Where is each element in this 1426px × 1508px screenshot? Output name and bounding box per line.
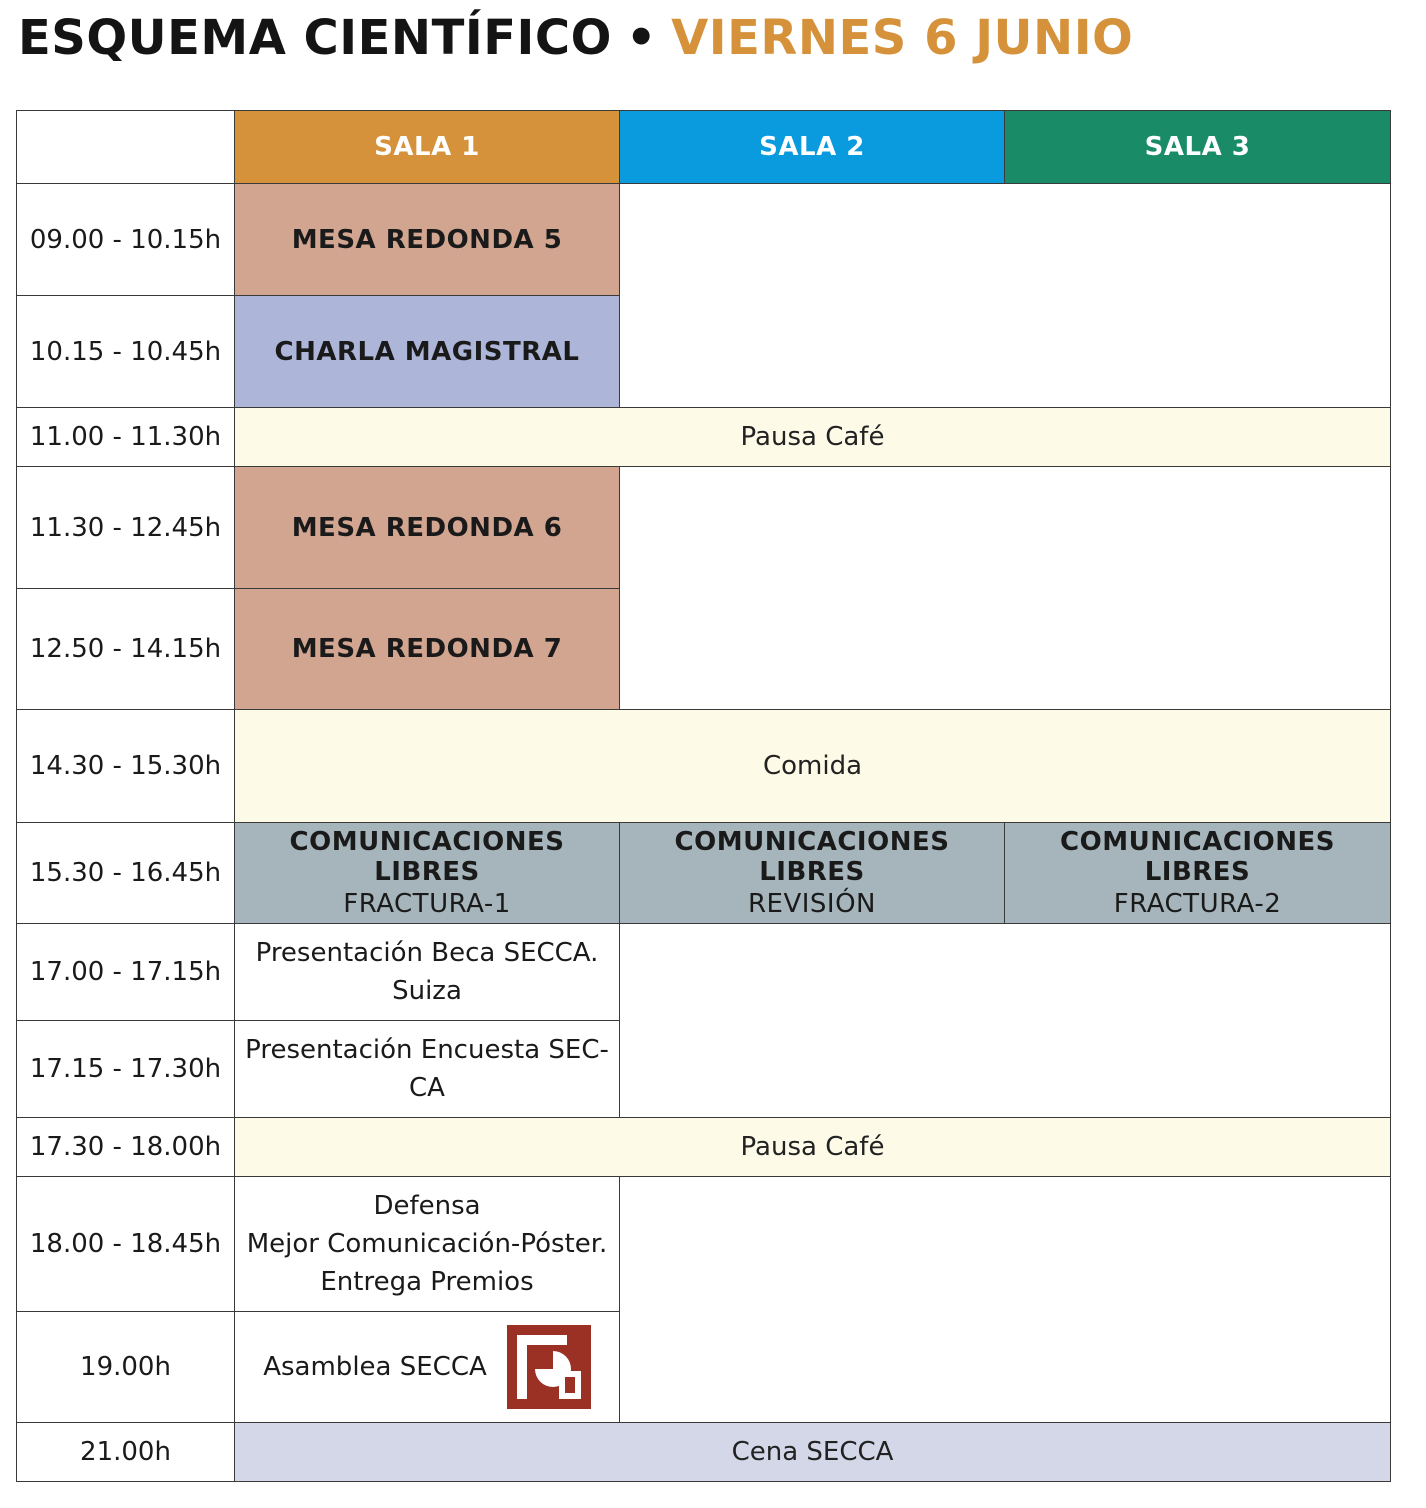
table-row bbox=[17, 1118, 1391, 1177]
page-title bbox=[18, 4, 1133, 72]
event-line: Presentación Encuesta SEC- bbox=[245, 1035, 609, 1065]
event-line: CA bbox=[409, 1073, 445, 1103]
title-main: ESQUEMA CIENTÍFICO bbox=[18, 10, 612, 66]
event-cena-secca: Cena SECCA bbox=[235, 1423, 1391, 1482]
header-sala-1: SALA 1 bbox=[235, 111, 620, 184]
title-day: VIERNES 6 JUNIO bbox=[671, 10, 1134, 66]
time-cell: 11.00 - 11.30h bbox=[17, 408, 235, 467]
event-line: Mejor Comunicación-Póster. bbox=[246, 1229, 608, 1259]
header-row bbox=[17, 111, 1391, 184]
session-subtitle: FRACTURA-1 bbox=[343, 889, 511, 919]
event-comunicaciones-fractura-1 bbox=[235, 823, 620, 924]
event-pausa-cafe-2: Pausa Café bbox=[235, 1118, 1391, 1177]
empty-cell bbox=[620, 467, 1391, 710]
schedule-table bbox=[16, 110, 1391, 1482]
event-line: Entrega Premios bbox=[320, 1267, 534, 1297]
event-asamblea bbox=[235, 1312, 620, 1423]
event-line: Defensa bbox=[373, 1191, 481, 1221]
event-pausa-cafe: Pausa Café bbox=[235, 408, 1391, 467]
header-corner bbox=[17, 111, 235, 184]
table-row bbox=[17, 1177, 1391, 1312]
session-title: COMUNICACIONES LIBRES bbox=[1060, 827, 1335, 887]
event-label: Asamblea SECCA bbox=[263, 1352, 487, 1382]
table-row bbox=[17, 924, 1391, 1021]
asamblea-content bbox=[235, 1325, 619, 1409]
event-comida: Comida bbox=[235, 710, 1391, 823]
header-sala-3: SALA 3 bbox=[1005, 111, 1391, 184]
header-sala-2: SALA 2 bbox=[620, 111, 1005, 184]
time-cell: 17.30 - 18.00h bbox=[17, 1118, 235, 1177]
time-cell: 17.15 - 17.30h bbox=[17, 1021, 235, 1118]
event-presentacion-beca bbox=[235, 924, 620, 1021]
empty-cell bbox=[620, 184, 1391, 408]
table-row bbox=[17, 1423, 1391, 1482]
session-title: COMUNICACIONES LIBRES bbox=[289, 827, 565, 887]
time-cell: 09.00 - 10.15h bbox=[17, 184, 235, 296]
event-mesa-redonda-6: MESA REDONDA 6 bbox=[235, 467, 620, 589]
event-defensa bbox=[235, 1177, 620, 1312]
time-cell: 12.50 - 14.15h bbox=[17, 589, 235, 710]
time-cell: 10.15 - 10.45h bbox=[17, 296, 235, 408]
table-row bbox=[17, 408, 1391, 467]
session-subtitle: FRACTURA-2 bbox=[1113, 889, 1282, 919]
event-comunicaciones-revision bbox=[620, 823, 1005, 924]
time-cell: 15.30 - 16.45h bbox=[17, 823, 235, 924]
table-row bbox=[17, 823, 1391, 924]
session-title: COMUNICACIONES LIBRES bbox=[674, 827, 950, 887]
empty-cell bbox=[620, 924, 1391, 1118]
time-cell: 11.30 - 12.45h bbox=[17, 467, 235, 589]
secca-logo-icon bbox=[507, 1325, 591, 1409]
event-mesa-redonda-7: MESA REDONDA 7 bbox=[235, 589, 620, 710]
table-row bbox=[17, 184, 1391, 296]
event-presentacion-encuesta bbox=[235, 1021, 620, 1118]
title-separator: • bbox=[625, 10, 658, 66]
time-cell: 21.00h bbox=[17, 1423, 235, 1482]
table-row bbox=[17, 710, 1391, 823]
time-cell: 18.00 - 18.45h bbox=[17, 1177, 235, 1312]
event-line: Presentación Beca SECCA. bbox=[255, 938, 599, 968]
table-row bbox=[17, 467, 1391, 589]
event-charla-magistral: CHARLA MAGISTRAL bbox=[235, 296, 620, 408]
event-line: Suiza bbox=[392, 976, 462, 1006]
empty-cell bbox=[620, 1177, 1391, 1423]
time-cell: 14.30 - 15.30h bbox=[17, 710, 235, 823]
time-cell: 17.00 - 17.15h bbox=[17, 924, 235, 1021]
event-mesa-redonda-5: MESA REDONDA 5 bbox=[235, 184, 620, 296]
event-comunicaciones-fractura-2 bbox=[1005, 823, 1391, 924]
time-cell: 19.00h bbox=[17, 1312, 235, 1423]
session-subtitle: REVISIÓN bbox=[747, 889, 877, 919]
